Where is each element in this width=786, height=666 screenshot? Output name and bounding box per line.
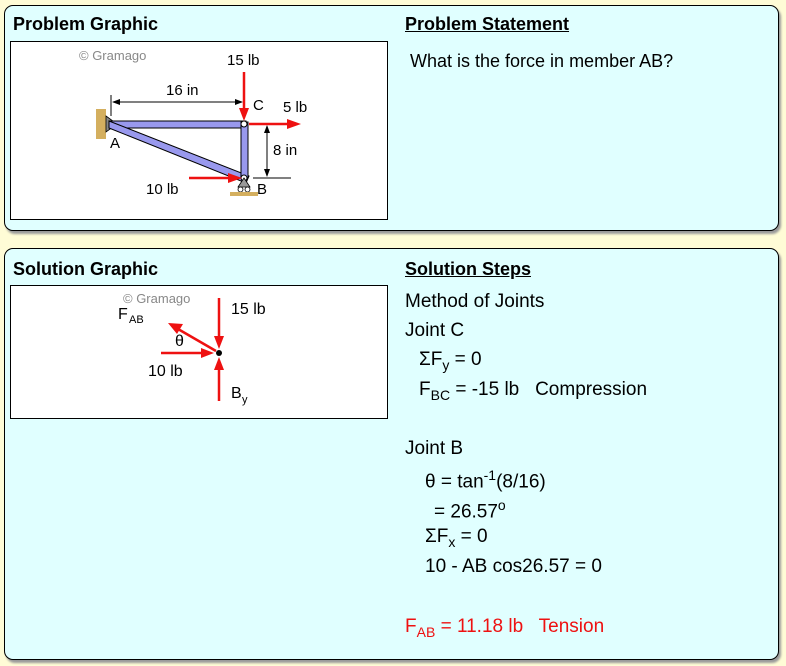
force-10lb-label: 10 lb [148,363,183,380]
label-b: B [257,181,268,198]
load-5lb-arrow [249,119,301,129]
label-c: C [253,97,264,114]
solution-panel [4,248,779,660]
dim-8in-label: 8 in [273,142,298,159]
step-answer: $F_{AB} = 11.18$ lb Tension [405,616,605,640]
force-by-arrow [214,357,224,401]
load-15lb-label: 15 lb [227,52,260,69]
member-ac [109,121,246,128]
problem-graphic-title: Problem Graphic [13,14,159,34]
problem-panel [4,5,779,231]
step-joint-c: Joint C [405,320,465,341]
step-equation: 10 - AB cos26.57 = 0 [425,556,602,577]
problem-statement: What is the force in member AB? [410,51,674,71]
force-fab-label: F [118,306,128,323]
problem-graphic [10,41,388,220]
step-theta-value: = $26.57^o$ [434,497,506,523]
step-fbc: $F_{BC} = -15$ lb Compression [419,379,648,403]
wall-support [96,109,106,139]
force-by-sub: y [242,394,248,406]
dim-16in-label: 16 in [166,82,199,99]
pin-c [241,121,247,127]
solution-graphic-title: Solution Graphic [13,259,159,279]
solution-graphic [10,285,388,419]
load-10lb-label: 10 lb [146,181,179,198]
solution-watermark: © Gramago [123,291,191,306]
load-5lb-label: 5 lb [283,99,308,116]
step-theta: $\theta = \tan^{-1}(8/16)$ [425,467,546,493]
force-10lb-arrow [161,348,214,358]
problem-statement-title: Problem Statement [405,14,570,34]
joint-b-dot [216,350,222,356]
step-joint-b: Joint B [405,438,464,459]
truss-diagram [11,42,387,219]
force-15lb-label: 15 lb [231,301,266,318]
label-a: A [110,135,121,152]
theta-label: θ [175,333,184,350]
force-by-label: B [231,385,242,402]
solution-steps-title: Solution Steps [405,259,531,279]
member-bc [241,122,248,178]
step-sum-fy: $\Sigma F_y = 0$ [419,349,482,373]
load-15lb-arrow [239,72,249,121]
step-method: Method of Joints [405,291,545,312]
force-fab-sub: AB [129,314,144,326]
ground [230,192,258,196]
free-body-diagram [11,286,387,418]
step-sum-fx: $\Sigma F_x = 0$ [425,526,488,550]
watermark: © Gramago [79,48,147,63]
force-15lb-arrow [214,298,224,349]
